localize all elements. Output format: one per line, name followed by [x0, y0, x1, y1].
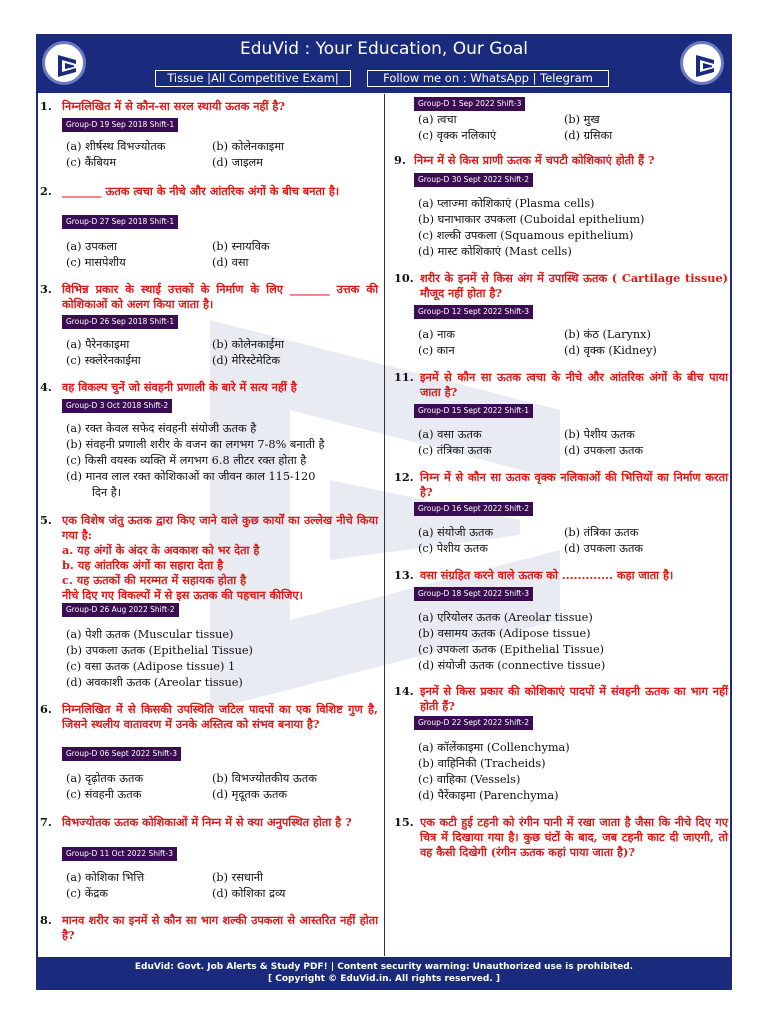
- question-number: 9.: [394, 153, 406, 167]
- question-text: वह विकल्प चुनें जो संवहनी प्रणाली के बारे में सत्य नहीं है: [62, 380, 297, 394]
- exam-badge: Group-D 26 Aug 2022 Shift-2: [62, 603, 179, 617]
- option-c: (c) कान: [418, 344, 455, 357]
- question-number: 7.: [40, 815, 52, 829]
- option-d-continued: दिन है।: [92, 486, 122, 499]
- option-a: (a) त्वचा: [418, 113, 457, 126]
- option-d: (d) अवकाशी ऊतक (Areolar tissue): [66, 676, 243, 689]
- option-b: (b) रसधानी: [212, 871, 263, 884]
- option-c: (c) वृक्क नलिकाएं: [418, 129, 497, 142]
- topic-box: Tissue |All Competitive Exam|: [155, 70, 351, 87]
- option-b: (b) तंत्रिका ऊतक: [564, 526, 639, 539]
- option-d: (d) उपकला ऊतक: [564, 542, 644, 555]
- question-number: 13.: [394, 568, 414, 582]
- exam-badge: Group-D 27 Sep 2018 Shift-1: [62, 215, 178, 229]
- question-number: 12.: [394, 470, 414, 484]
- question-7: [40, 815, 378, 830]
- option-c: (c) किसी वयस्क व्यक्ति में लगभग 6.8 लीटर रक्त होता है: [66, 454, 307, 467]
- question-text: निम्न में से किस प्राणी ऊतक में चपटी कोशिकाएं होती हैं ?: [414, 153, 655, 167]
- option-a: (a) कॉलेंकाइमा (Collenchyma): [418, 741, 570, 754]
- exam-badge: Group-D 12 Sept 2022 Shift-3: [414, 305, 533, 319]
- header-banner: [37, 35, 731, 93]
- option-d: (d) मास्ट कोशिकाएं (Mast cells): [418, 245, 572, 258]
- option-c: (c) कैंबियम: [66, 156, 117, 169]
- footer-line-2: [ Copyright © EduVid.in. All rights reserved. ]: [267, 974, 501, 984]
- question-number: 8.: [40, 913, 52, 927]
- question-15: [394, 815, 728, 860]
- question-text: वसा संग्रहित करने वाले ऊतक को ............. कहा जाता है।: [420, 568, 674, 582]
- question-number: 2.: [40, 184, 52, 198]
- option-c: (c) वाहिका (Vessels): [418, 773, 521, 786]
- question-number: 10.: [394, 271, 414, 285]
- option-b: (b) उपकला ऊतक (Epithelial Tissue): [66, 644, 253, 657]
- option-a: (a) रक्त केवल सफेद संवहनी संयोजी ऊतक है: [66, 422, 257, 435]
- question-text: इनमें से किस प्रकार की कोशिकाएं पादपों में संवहनी ऊतक का भाग नहीं होती हैं?: [420, 684, 728, 713]
- header-title: EduVid : Your Education, Our Goal: [239, 39, 528, 59]
- question-number: 1.: [40, 99, 52, 113]
- option-a: (a) एरियोलर ऊतक (Areolar tissue): [418, 611, 593, 624]
- question-text: विभिन्न प्रकार के स्थाई उत्तकों के निर्माण के लिए _______ उत्तक की कोशिकाओं को अलग किया जाता है।: [62, 282, 378, 311]
- option-c: (c) पेशीय ऊतक: [418, 542, 488, 555]
- option-c: (c) स्क्लेरेनकाईमा: [66, 354, 141, 367]
- exam-badge: Group-D 22 Sept 2022 Shift-2: [414, 716, 533, 730]
- question-14: [394, 684, 728, 714]
- option-b: (b) घनाभाकार उपकला (Cuboidal epithelium): [418, 213, 645, 226]
- exam-badge: Group-D 3 Oct 2018 Shift-2: [62, 399, 172, 413]
- option-a: (a) शीर्षस्थ विभज्योतक: [66, 140, 166, 153]
- option-d: (d) संयोजी ऊतक (connective tissue): [418, 659, 606, 672]
- option-a: (a) नाक: [418, 328, 456, 341]
- option-d: (d) वृक्क (Kidney): [564, 344, 657, 357]
- question-9: [394, 153, 728, 168]
- option-b: (b) संवहनी प्रणाली शरीर के वजन का लगभग 7-8% बनाती है: [66, 438, 325, 451]
- option-b: (b) स्नायविक: [212, 240, 270, 253]
- exam-badge: Group-D 1 Sep 2022 Shift-3: [414, 97, 525, 111]
- question-13: [394, 568, 728, 583]
- option-c: (c) केंद्रक: [66, 887, 109, 900]
- option-c: (c) तंत्रिका ऊतक: [418, 444, 492, 457]
- footer-banner: [37, 957, 731, 989]
- option-d: (d) ग्रसिका: [564, 129, 613, 142]
- question-5: [40, 513, 378, 603]
- option-b: (b) वाहिनिकी (Tracheids): [418, 757, 546, 770]
- option-c: (c) मासपेशीय: [66, 256, 126, 269]
- question-text: शरीर के इनमें से किस अंग में उपास्थि ऊतक ( Cartilage tissue) मौजूद नहीं होता है?: [420, 271, 728, 300]
- eduvid-logo-icon: [42, 41, 86, 85]
- question-number: 3.: [40, 282, 52, 296]
- option-b: (b) पेशीय ऊतक: [564, 428, 635, 441]
- exam-badge: Group-D 11 Oct 2022 Shift-3: [62, 847, 177, 861]
- option-d: (d) जाइलम: [212, 156, 263, 169]
- question-1: [40, 99, 378, 114]
- question-number: 15.: [394, 815, 414, 829]
- footer-line-1: EduVid: Govt. Job Alerts & Study PDF! | Content security warning: Unauthorized use is prohibited.: [134, 962, 634, 972]
- option-c: (c) वसा ऊतक (Adipose tissue) 1: [66, 660, 236, 673]
- question-text: एक विशेष जंतु ऊतक द्वारा किए जाने वाले कुछ कार्यों का उल्लेख नीचे किया गया है:: [62, 513, 378, 542]
- question-line: नीचे दिए गए विकल्पों में से इस ऊतक की पहचान कीजिए।: [62, 588, 303, 602]
- exam-badge: Group-D 30 Sept 2022 Shift-2: [414, 173, 533, 187]
- option-b: (b) विभज्योतकीय ऊतक: [212, 772, 317, 785]
- question-number: 6.: [40, 702, 52, 716]
- option-b: (b) कोलेनकाइमा: [212, 140, 284, 153]
- question-text: निम्नलिखित में से कौन-सा सरल स्थायी ऊतक नहीं है?: [62, 99, 285, 113]
- eduvid-logo-icon: [680, 41, 724, 85]
- option-d: (d) पैरेंकाइमा (Parenchyma): [418, 789, 559, 802]
- exam-badge: Group-D 26 Sep 2018 Shift-1: [62, 315, 178, 329]
- option-c: (c) शल्की उपकला (Squamous epithelium): [418, 229, 634, 242]
- option-a: (a) संयोजी ऊतक: [418, 526, 494, 539]
- question-8: [40, 913, 378, 943]
- question-text: निम्न में से कौन सा ऊतक वृक्क नलिकाओं की भित्तियों का निर्माण करता है?: [420, 470, 728, 499]
- option-d: (d) मेरिस्टेमेटिक: [212, 354, 281, 367]
- option-d: (d) कोशिका द्रव्य: [212, 887, 286, 900]
- option-b: (b) मुख: [564, 113, 600, 126]
- option-b: (b) वसामय ऊतक (Adipose tissue): [418, 627, 591, 640]
- question-3: [40, 282, 378, 312]
- option-a: (a) दृढ़ोतक ऊतक: [66, 772, 144, 785]
- exam-badge: Group-D 15 Sept 2022 Shift-1: [414, 404, 533, 418]
- question-number: 5.: [40, 513, 52, 527]
- question-text: _______ ऊतक त्वचा के नीचे और आंतरिक अंगों के बीच बनता है।: [62, 184, 340, 198]
- option-a: (a) प्लाज्मा कोशिकाएं (Plasma cells): [418, 197, 595, 210]
- exam-badge: Group-D 06 Sept 2022 Shift-3: [62, 747, 181, 761]
- question-10: [394, 271, 728, 301]
- option-a: (a) पेशी ऊतक (Muscular tissue): [66, 628, 234, 641]
- question-6: [40, 702, 378, 732]
- option-a: (a) पैरेनकाइमा: [66, 338, 130, 351]
- option-d: (d) मानव लाल रक्त कोशिकाओं का जीवन काल 115-120: [66, 470, 316, 483]
- exam-badge: Group-D 16 Sept 2022 Shift-2: [414, 502, 533, 516]
- question-12: [394, 470, 728, 500]
- question-text: विभज्योतक ऊतक कोशिकाओं में निम्न में से क्या अनुपस्थित होता है ?: [62, 815, 352, 829]
- column-divider: [384, 94, 385, 956]
- question-line: a. यह अंगों के अंदर के अवकाश को भर देता है: [62, 543, 260, 557]
- option-c: (c) संवहनी ऊतक: [66, 788, 142, 801]
- exam-badge: Group-D 19 Sep 2018 Shift-1: [62, 118, 178, 132]
- question-line: b. यह आंतरिक अंगों का सहारा देता है: [62, 558, 224, 572]
- option-c: (c) उपकला ऊतक (Epithelial Tissue): [418, 643, 605, 656]
- option-a: (a) वसा ऊतक: [418, 428, 482, 441]
- option-d: (d) उपकला ऊतक: [564, 444, 644, 457]
- question-2: [40, 184, 378, 199]
- question-line: c. यह ऊतकों की मरम्मत में सहायक होता है: [62, 573, 247, 587]
- option-a: (a) कोशिका भित्ति: [66, 871, 145, 884]
- question-4: [40, 380, 378, 395]
- question-text: इनमें से कौन सा ऊतक त्वचा के नीचे और आंतरिक अंगों के बीच पाया जाता है?: [420, 370, 728, 399]
- question-number: 14.: [394, 684, 414, 698]
- question-11: [394, 370, 728, 400]
- option-a: (a) उपकला: [66, 240, 118, 253]
- question-number: 4.: [40, 380, 52, 394]
- question-text: मानव शरीर का इनमें से कौन सा भाग शल्की उपकला से आस्तरित नहीं होता है?: [62, 913, 378, 942]
- question-text: निम्नलिखित में से किसकी उपस्थिति जटिल पादपों का एक विशिष्ट गुण है, जिसने स्थलीय वातावरण में उनके अस्तित्व को संभव बनाया है?: [62, 702, 378, 731]
- question-number: 11.: [394, 370, 414, 384]
- question-text: एक कटी हुई टहनी को रंगीन पानी में रखा जाता है जैसा कि नीचे दिए गए चित्र में दिखाया गया है। कुछ घंटों के बाद, जब टहनी काट दी जाएगी, तो वह कैसी दिखेगी (रंगीन ऊतक कहां पाया जाता है)?: [420, 815, 728, 859]
- option-d: (d) मृदूतक ऊतक: [212, 788, 288, 801]
- option-d: (d) वसा: [212, 256, 249, 269]
- option-b: (b) कोलेनकाईमा: [212, 338, 284, 351]
- social-box: Follow me on : WhatsApp | Telegram: [367, 70, 609, 87]
- exam-badge: Group-D 18 Sept 2022 Shift-3: [414, 587, 533, 601]
- option-b: (b) कंठ (Larynx): [564, 328, 651, 341]
